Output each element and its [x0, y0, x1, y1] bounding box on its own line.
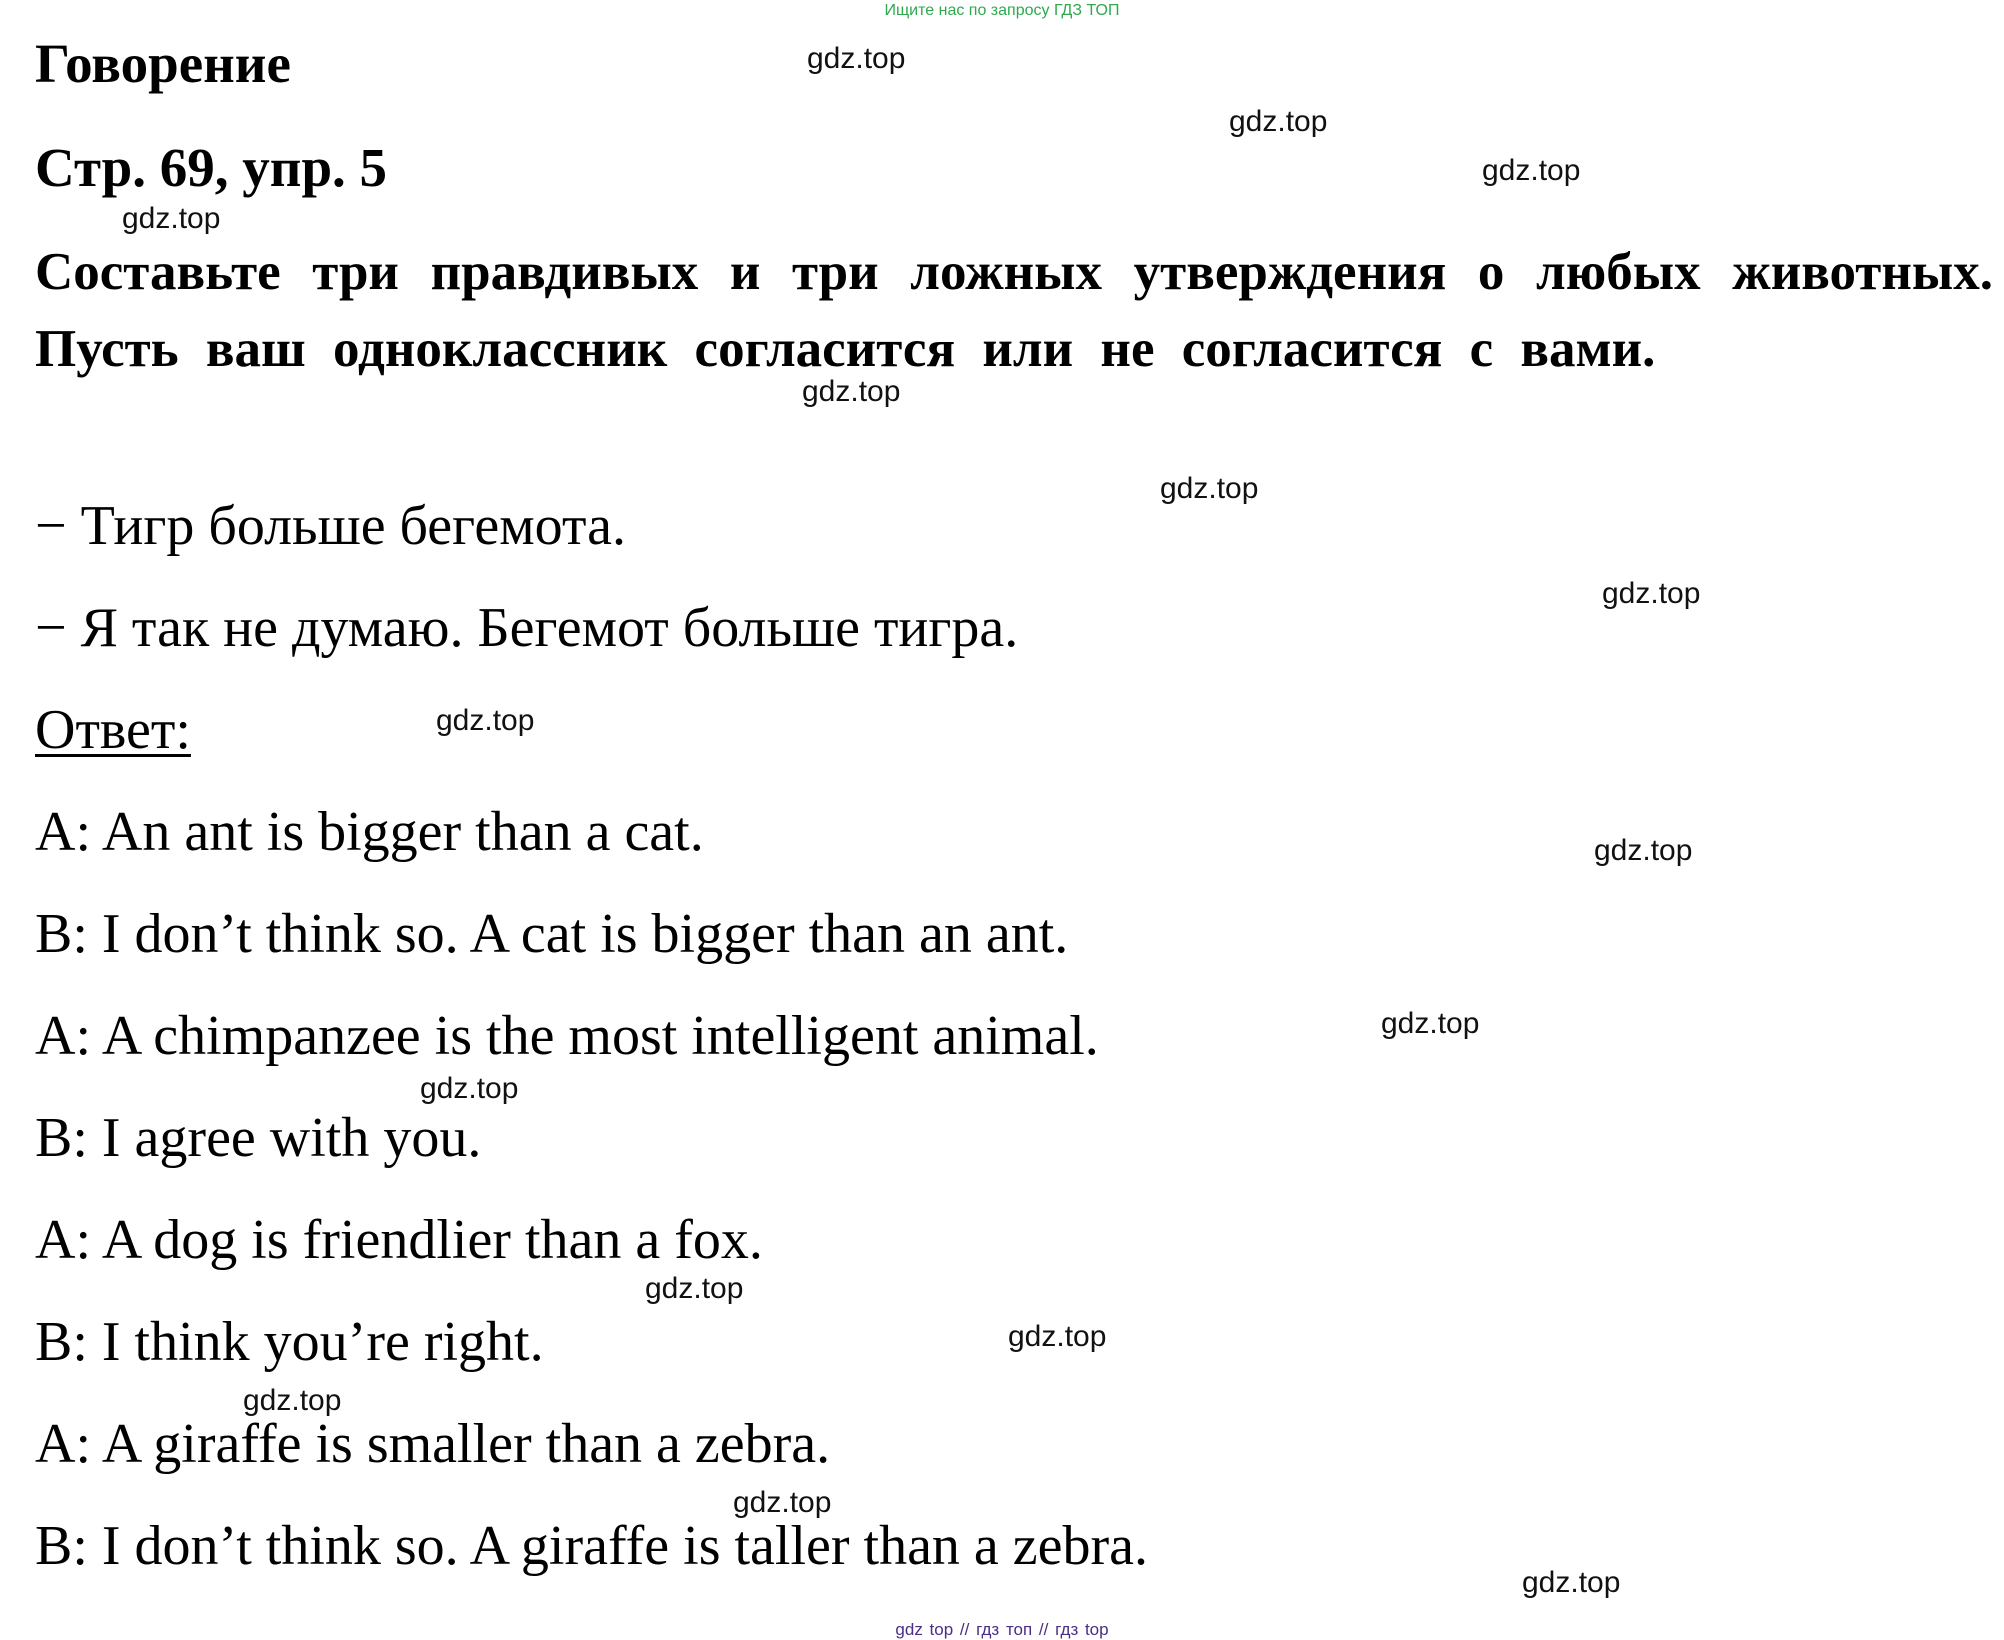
dialogue-line-6: B: I think you’re right. [35, 1311, 544, 1373]
watermark: gdz.top [436, 704, 535, 737]
section-title: Говорение [35, 33, 291, 94]
watermark: gdz.top [243, 1384, 342, 1417]
watermark: gdz.top [1381, 1007, 1480, 1040]
watermark: gdz.top [1522, 1566, 1621, 1599]
example-line-2: − Я так не думаю. Бегемот больше тигра. [35, 597, 1019, 659]
watermark: gdz.top [1008, 1320, 1107, 1353]
dialogue-line-1: A: An ant is bigger than a cat. [35, 801, 704, 863]
watermark: gdz.top [645, 1272, 744, 1305]
dialogue-line-4: B: I agree with you. [35, 1107, 482, 1169]
dialogue-line-8: B: I don’t think so. A giraffe is taller than a zebra. [35, 1515, 1148, 1577]
dialogue-line-2: B: I don’t think so. A cat is bigger than an ant. [35, 903, 1069, 965]
watermark: gdz.top [420, 1072, 519, 1105]
task-instructions: Составьте три правдивых и три ложных утверждения о любых животных. Пусть ваш одноклассник согласится или не согласится с вами. [35, 243, 1993, 378]
example-line-1: − Тигр больше бегемота. [35, 495, 626, 557]
watermark: gdz.top [122, 202, 221, 235]
watermark: gdz.top [1160, 472, 1259, 505]
watermark: gdz.top [1602, 577, 1701, 610]
dialogue-line-3: A: A chimpanzee is the most intelligent animal. [35, 1005, 1099, 1067]
watermark: gdz.top [1229, 105, 1328, 138]
dialogue-line-7: A: A giraffe is smaller than a zebra. [35, 1413, 831, 1475]
exercise-title: Стр. 69, упр. 5 [35, 137, 388, 198]
watermark: gdz.top [807, 42, 906, 75]
watermark: gdz.top [733, 1486, 832, 1519]
watermark: gdz.top [1594, 834, 1693, 867]
search-banner: Ищите нас по запросу ГДЗ ТОП [884, 2, 1120, 19]
dialogue-line-5: A: A dog is friendlier than a fox. [35, 1209, 763, 1271]
footer-links: gdz top // гдз топ // гдз top [895, 1620, 1109, 1639]
watermark: gdz.top [802, 375, 901, 408]
answer-label: Ответ: [35, 699, 191, 761]
watermark: gdz.top [1482, 154, 1581, 187]
